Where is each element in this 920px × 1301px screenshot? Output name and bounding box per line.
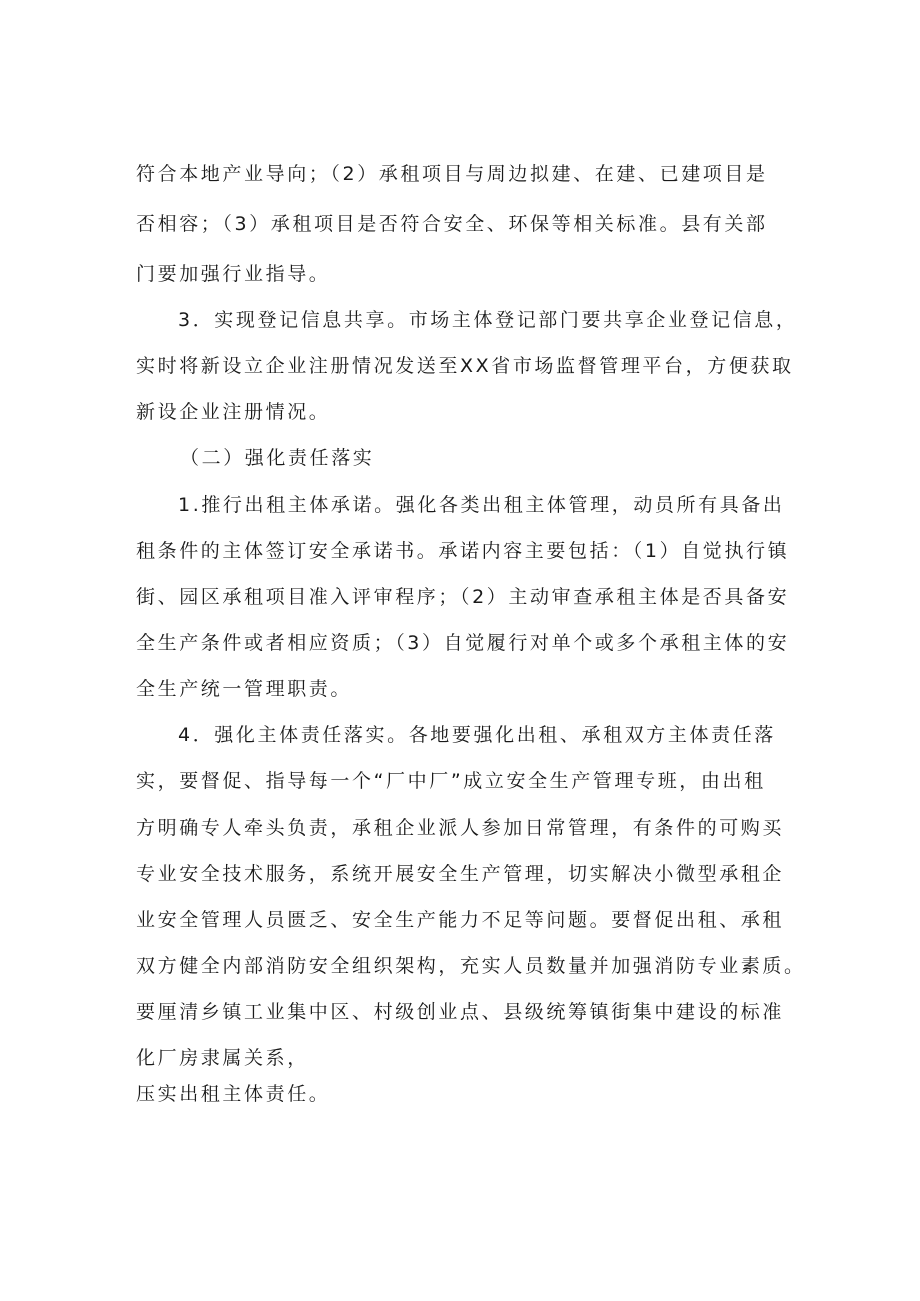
text-line-19: 要厘清乡镇工业集中区、村级创业点、县级统筹镇街集中建设的标准 (136, 1001, 785, 1023)
text-line-20: 化厂房隶属关系， (136, 1047, 309, 1069)
text-line-15: 方明确专人牵头负责，承租企业派人参加日常管理，有条件的可购买 (136, 817, 785, 839)
text-line-1: 符合本地产业导向；（2）承租项目与周边拟建、在建、已建项目是 (136, 163, 768, 185)
text-line-16: 专业安全技术服务，系统开展安全生产管理，切实解决小微型承租企 (136, 863, 785, 885)
text-line-5: 实时将新设立企业注册情况发送至XX省市场监督管理平台，方便获取 (136, 355, 794, 377)
text-line-12: 全生产统一管理职责。 (136, 678, 353, 700)
section-heading: （二）强化责任落实 (180, 447, 375, 469)
text-line-3: 门要加强行业指导。 (136, 263, 331, 285)
text-line-9: 租条件的主体签订安全承诺书。承诺内容主要包括：（1）自觉执行镇 (136, 540, 790, 562)
text-line-21: 压实出租主体责任。 (136, 1083, 331, 1105)
text-line-2: 否相容；（3）承租项目是否符合安全、环保等相关标准。县有关部 (136, 213, 768, 235)
text-line-18: 双方健全内部消防安全组织架构，充实人员数量并加强消防专业素质。 (136, 955, 806, 977)
text-line-13: 4．强化主体责任落实。各地要强化出租、承租双方主体责任落 (178, 724, 776, 746)
text-line-6: 新设企业注册情况。 (136, 401, 331, 423)
text-line-14: 实，要督促、指导每一个“厂中厂”成立安全生产管理专班，由出租 (136, 770, 766, 792)
text-line-11: 全生产条件或者相应资质；（3）自觉履行对单个或多个承租主体的安 (136, 632, 790, 654)
text-line-8: 1.推行出租主体承诺。强化各类出租主体管理，动员所有具备出 (178, 494, 785, 516)
text-line-10: 街、园区承租项目准入评审程序；（2）主动审查承租主体是否具备安 (136, 586, 790, 608)
text-line-17: 业安全管理人员匮乏、安全生产能力不足等问题。要督促出租、承租 (136, 909, 785, 931)
text-line-4: 3．实现登记信息共享。市场主体登记部门要共享企业登记信息， (178, 309, 798, 331)
